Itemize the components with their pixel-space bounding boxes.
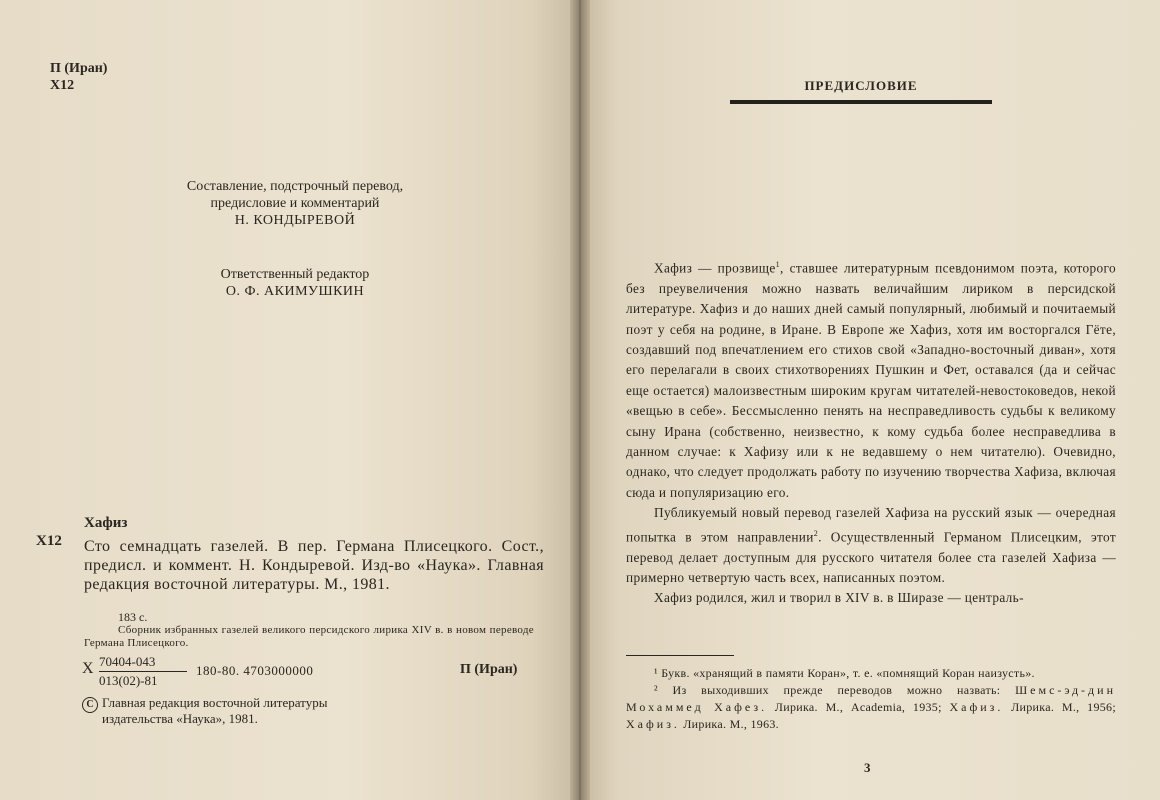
footnote-ref: 2 — [813, 528, 819, 538]
compiler-credits — [100, 178, 490, 229]
formula-numerator: 70404-043 — [99, 654, 156, 669]
paragraph-text: Хафиз родился, жил и творил в XIV в. в Ширазе — централь- — [654, 590, 1024, 606]
book-gutter — [570, 0, 590, 800]
footnote-text: Лирика. М., 1963. — [679, 717, 779, 731]
compiler-line: Составление, подстрочный перевод, — [186, 179, 404, 194]
editor-label: Ответственный редактор — [220, 267, 370, 282]
footnote-ref: 1 — [775, 260, 781, 269]
footnote-text: ² Из выходивших прежде переводов можно назвать: — [654, 683, 1016, 697]
formula-code: 180-80. 4703000000 — [196, 663, 314, 678]
footnote-2 — [626, 682, 1116, 733]
paragraph-text: Публикуемый новый перевод газелей Хафиза на русский язык — очередная попытка в этом направлении — [626, 505, 1116, 545]
paragraph-text: Хафиз — прозвище — [654, 260, 776, 276]
paragraph-text: , ставшее литературным псевдонимом поэта, которого без преувеличения можно назвать величайшим лириком в персидской литературе. Хафиз и до наших дней самый популярный, любимый и почитаемый поэт у себя на родине, в Иране. В Европе же Хафиз, хотя им восторгался Гёте, создавший под впечатлением его стихов свой «Западно-восточный диван», хотя его перелагали в своих стихотворениях Пушкин и Фет, оставался (да и сейчас еще остается) малоизвестным широким кругам читателей-невостоковедов, некой «вещью в себе». Бессмысленно пенять на несправедливость судьбы к великому сыну Ирана (собственно, неизвестно, к кому судьба более несправедлива в данном случае: к Хафизу или к не ведавшему о нем читателю). Очевидно, однако, что следует продолжать работу по изучению творчества Хафиза, включая сюда и популяризацию его. — [626, 260, 1117, 500]
library-card-pages: 183 с. — [118, 610, 148, 624]
formula-letter: Х — [82, 660, 94, 677]
copyright-line: издательства «Наука», 1981. — [102, 711, 258, 726]
page-title: ПРЕДИСЛОВИЕ — [804, 78, 918, 93]
footnotes — [626, 665, 1116, 733]
compiler-line: предисловие и комментарий — [210, 196, 380, 211]
shelf-code: Х12 — [50, 78, 75, 93]
footnote-rule — [626, 655, 734, 656]
library-card-note: Сборник избранных газелей великого персидского лирика XIV в. в новом переводе Германа Плисецкого. — [84, 624, 534, 649]
footnote-author: Хафиз. — [626, 717, 680, 731]
library-card-title: Хафиз — [84, 515, 128, 531]
preface-paragraph — [626, 255, 1116, 503]
copyright-icon: С — [82, 697, 98, 713]
copyright-line: Главная редакция восточной литературы — [102, 695, 328, 710]
preface-paragraph — [626, 503, 1116, 588]
footnote-text: Лирика. М., Academia, 1935; — [767, 700, 950, 714]
formula-denominator: 013(02)-81 — [99, 673, 158, 688]
formula-divider — [99, 671, 187, 672]
catalog-code: П (Иран) — [50, 61, 108, 76]
paragraph-text: . Осуществленный Германом Плисецким, этот перевод делает доступным для русского читателя более ста газелей Хафиза — примерно четвертую часть всех, написанных поэтом. — [626, 529, 1116, 585]
footnote-author: Хафиз. — [949, 700, 1004, 714]
footnote-author: Шемс-эд-дин Мохаммед Хафез. — [626, 683, 1116, 714]
page-number: 3 — [864, 760, 871, 775]
heading-rule — [730, 100, 992, 104]
editor-name: О. Ф. АКИМУШКИН — [225, 284, 365, 299]
copyright-notice — [102, 695, 327, 727]
library-card-catalog: П (Иран) — [460, 662, 518, 677]
library-card-code: Х12 — [36, 533, 62, 549]
footnote-1: ¹ Букв. «хранящий в памяти Коран», т. е. «помнящий Коран наизусть». — [654, 666, 1035, 680]
left-page — [0, 0, 576, 800]
footnote-text: Лирика. М., 1956; — [1003, 700, 1116, 714]
library-card-description: Сто семнадцать газелей. В пер. Германа Плисецкого. Сост., предисл. и коммент. Н. Кондыревой. Изд-во «Наука». Главная редакция восточной литературы. М., 1981. — [84, 538, 544, 593]
preface-body — [626, 255, 1116, 609]
compiler-name: Н. КОНДЫРЕВОЙ — [234, 213, 356, 228]
editor-credits — [100, 266, 490, 300]
preface-paragraph — [626, 588, 1116, 608]
